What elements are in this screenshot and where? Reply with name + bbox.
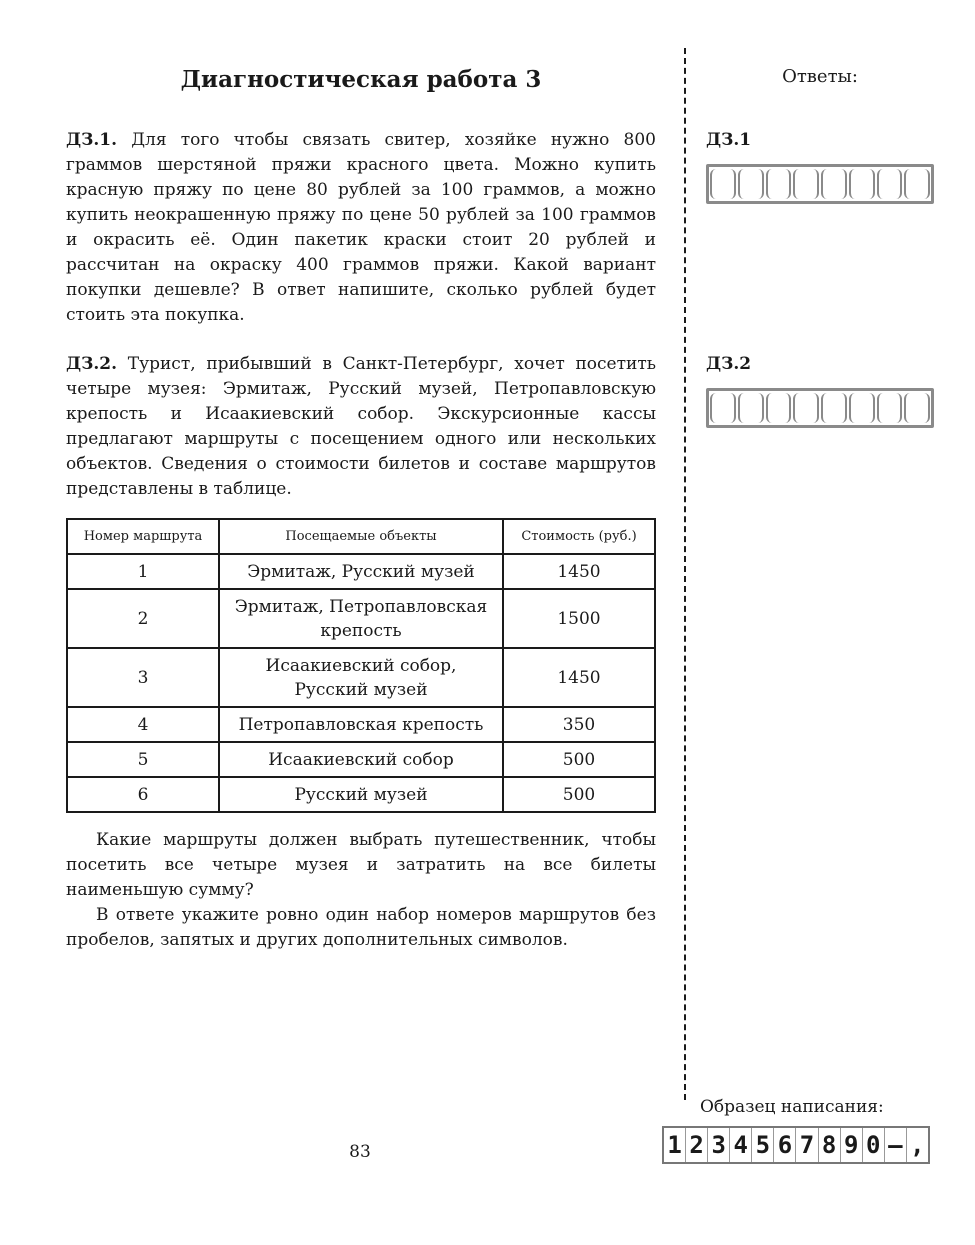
answer-cell: [793, 169, 819, 199]
sample-char: 0: [863, 1128, 885, 1162]
route-cost: 1500: [503, 589, 655, 648]
sample-char: ,: [910, 1131, 925, 1159]
sample-char: 2: [686, 1128, 708, 1162]
routes-table: [66, 518, 656, 813]
answer-cell: [793, 393, 819, 423]
answer-cell: [738, 393, 764, 423]
question-text: [66, 828, 656, 953]
route-number: 3: [67, 648, 219, 707]
question-paragraph-2: В ответе укажите ровно один набор номеров маршрутов без пробелов, запятых и других дополнительных символов.: [66, 905, 656, 950]
answer-cell: [738, 169, 764, 199]
table-row: [67, 554, 655, 589]
route-objects: Эрмитаж, Петропавловская крепость: [219, 589, 503, 648]
route-objects: Исаакиевский собор, Русский музей: [219, 648, 503, 707]
page-title: Диагностическая работа 3: [180, 66, 542, 93]
task-2: [66, 352, 656, 502]
route-number: 5: [67, 742, 219, 777]
route-objects: Петропавловская крепость: [219, 707, 503, 742]
dashed-divider: [684, 48, 686, 1100]
route-cost: 500: [503, 742, 655, 777]
route-cost: 500: [503, 777, 655, 812]
table-row: [67, 777, 655, 812]
table-row: [67, 742, 655, 777]
answers-heading: Ответы:: [782, 66, 858, 87]
answer-cell: [877, 393, 903, 423]
answer-label-2: ДЗ.2: [706, 354, 752, 374]
answer-cell: [821, 393, 847, 423]
route-objects: Эрмитаж, Русский музей: [219, 554, 503, 589]
route-cost: 1450: [503, 648, 655, 707]
task-1: [66, 128, 656, 328]
answer-cell: [849, 169, 875, 199]
answer-field-1[interactable]: [706, 164, 934, 204]
header-objects: Посещаемые объекты: [219, 519, 503, 554]
task-1-text: Для того чтобы связать свитер, хозяйке нужно 800 граммов шерстяной пряжи красного цвета. Можно купить красную пряжу по цене 80 рублей за 100 граммов, а можно купить неокрашенную пряжу по цене 50 рублей за 100 граммов и окрасить её. Один пакетик краски стоит 20 рублей и рассчитан на окраску 400 граммов пряжи. Какой вариант покупки дешевле? В ответ напишите, сколько рублей будет стоить эта покупка.: [66, 130, 656, 325]
sample-writing: [662, 1126, 930, 1164]
task-1-id: ДЗ.1.: [66, 130, 118, 150]
route-cost: 1450: [503, 554, 655, 589]
table-row: [67, 589, 655, 648]
sample-char: 6: [774, 1128, 796, 1162]
answer-cell: [710, 169, 736, 199]
question-paragraph-1: Какие маршруты должен выбрать путешественник, чтобы посетить все четыре музея и затратить на все билеты наименьшую сумму?: [66, 830, 656, 900]
route-number: 6: [67, 777, 219, 812]
sample-char: 9: [841, 1128, 863, 1162]
task-2-text: Турист, прибывший в Санкт-Петербург, хочет посетить четыре музея: Эрмитаж, Русский музей, Петропавловскую крепость и Исаакиевский собор. Экскурсионные кассы предлагают маршруты с посещением одного или нескольких объектов. Сведения о стоимости билетов и составе маршрутов представлены в таблице.: [66, 354, 656, 499]
header-route-number: Номер маршрута: [67, 519, 219, 554]
answer-cell: [849, 393, 875, 423]
answer-cell: [710, 393, 736, 423]
table-row: [67, 707, 655, 742]
route-number: 4: [67, 707, 219, 742]
answer-cell: [766, 393, 792, 423]
answer-cell: [904, 393, 930, 423]
route-cost: 350: [503, 707, 655, 742]
task-2-id: ДЗ.2.: [66, 354, 118, 374]
answer-field-2[interactable]: [706, 388, 934, 428]
sample-label: Образец написания:: [700, 1097, 884, 1117]
answer-cell: [766, 169, 792, 199]
sample-char: 7: [796, 1128, 818, 1162]
sample-char: –: [885, 1128, 907, 1162]
answer-label-1: ДЗ.1: [706, 130, 752, 150]
answer-cell: [821, 169, 847, 199]
route-objects: Исаакиевский собор: [219, 742, 503, 777]
answer-cell: [877, 169, 903, 199]
route-objects: Русский музей: [219, 777, 503, 812]
header-cost: Стоимость (руб.): [503, 519, 655, 554]
route-number: 2: [67, 589, 219, 648]
answer-cell: [904, 169, 930, 199]
table-row: [67, 648, 655, 707]
sample-char: 4: [730, 1128, 752, 1162]
sample-char: 8: [819, 1128, 841, 1162]
table-header-row: [67, 519, 655, 554]
sample-char: 3: [708, 1128, 730, 1162]
sample-char: 1: [664, 1128, 686, 1162]
sample-char: 5: [752, 1128, 774, 1162]
page-number: 83: [349, 1142, 371, 1162]
route-number: 1: [67, 554, 219, 589]
